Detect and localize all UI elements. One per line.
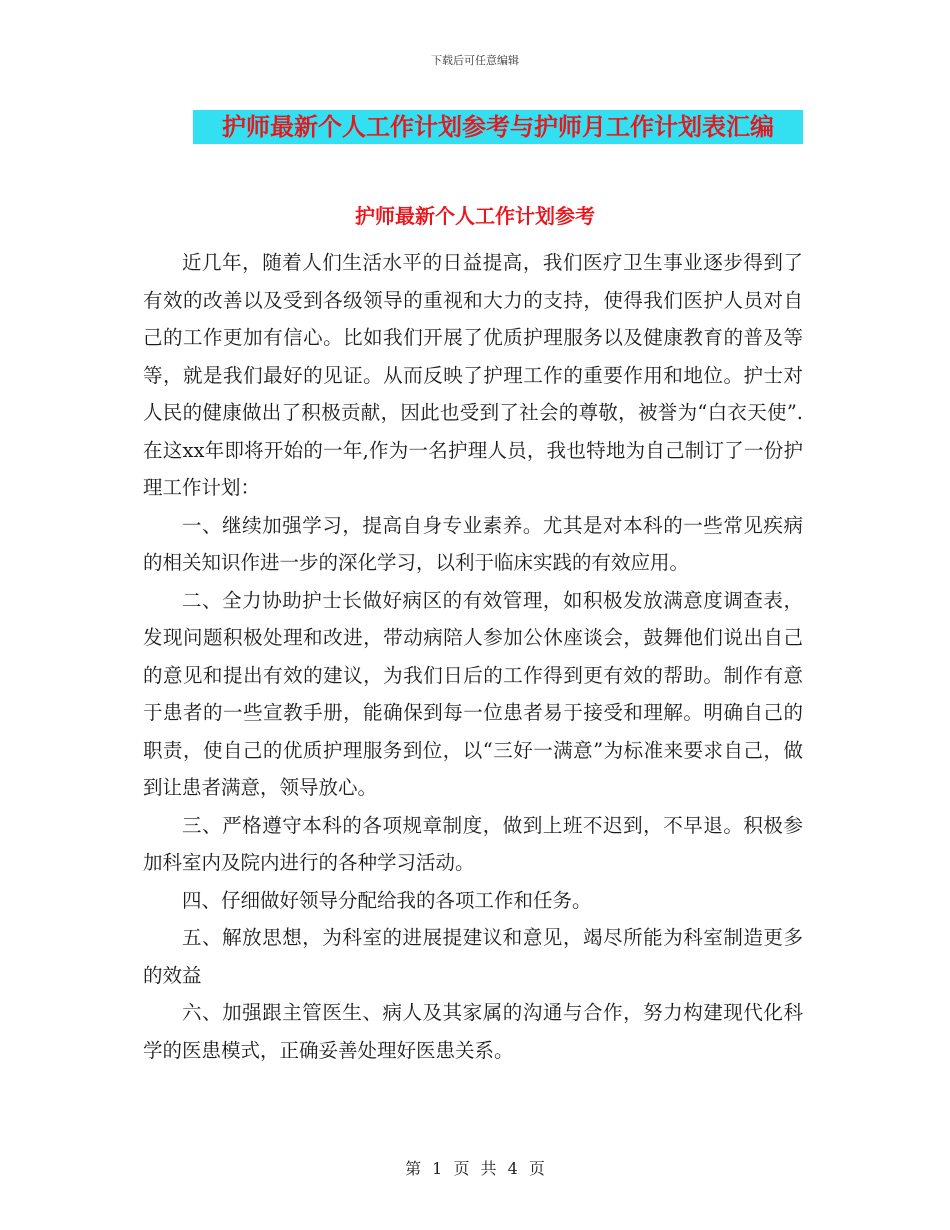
paragraph-item-2: 二、全力协助护士长做好病区的有效管理，如积极发放满意度调查表，发现问题积极处理和改进，带动病陪人参加公休座谈会，鼓舞他们说出自己的意见和提出有效的建议，为我们日后的工作得到更有效的帮助。制作有意于患者的一些宣教手册，能确保到每一位患者易于接受和理解。明确自己的职责，使自己的优质护理服务到位，以“三好一满意”为标准来要求自己，做到让患者满意，领导放心。 xyxy=(143,588,803,799)
paragraph-item-6: 六、加强跟主管医生、病人及其家属的沟通与合作，努力构建现代化科学的医患模式，正确妥善处理好医患关系。 xyxy=(143,1001,803,1062)
section-title: 护师最新个人工作计划参考 xyxy=(355,204,595,228)
main-title-highlight xyxy=(193,110,803,144)
page-footer: 第 1 页 共 4 页 xyxy=(405,1159,545,1178)
header-note: 下载后可任意编辑 xyxy=(431,54,519,67)
paragraph-item-3: 三、严格遵守本科的各项规章制度，做到上班不迟到，不早退。积极参加科室内及院内进行的各种学习活动。 xyxy=(143,813,803,874)
paragraph-item-5: 五、解放思想，为科室的进展提建议和意见，竭尽所能为科室制造更多的效益 xyxy=(143,926,803,987)
body-text xyxy=(143,244,803,1069)
paragraph-item-1: 一、继续加强学习，提高自身专业素养。尤其是对本科的一些常见疾病的相关知识作进一步的深化学习，以利于临床实践的有效应用。 xyxy=(143,513,803,574)
main-title: 护师最新个人工作计划参考与护师月工作计划表汇编 xyxy=(222,112,774,141)
paragraph-item-4: 四、仔细做好领导分配给我的各项工作和任务。 xyxy=(182,888,592,912)
paragraph-intro: 近几年，随着人们生活水平的日益提高，我们医疗卫生事业逐步得到了有效的改善以及受到各级领导的重视和大力的支持，使得我们医护人员对自己的工作更加有信心。比如我们开展了优质护理服务以及健康教育的普及等等，就是我们最好的见证。从而反映了护理工作的重要作用和地位。护士对人民的健康做出了积极贡献，因此也受到了社会的尊敬，被誉为“白衣天使”.在这xx年即将开始的一年,作为一名护理人员，我也特地为自己制订了一份护理工作计划： xyxy=(143,251,803,499)
